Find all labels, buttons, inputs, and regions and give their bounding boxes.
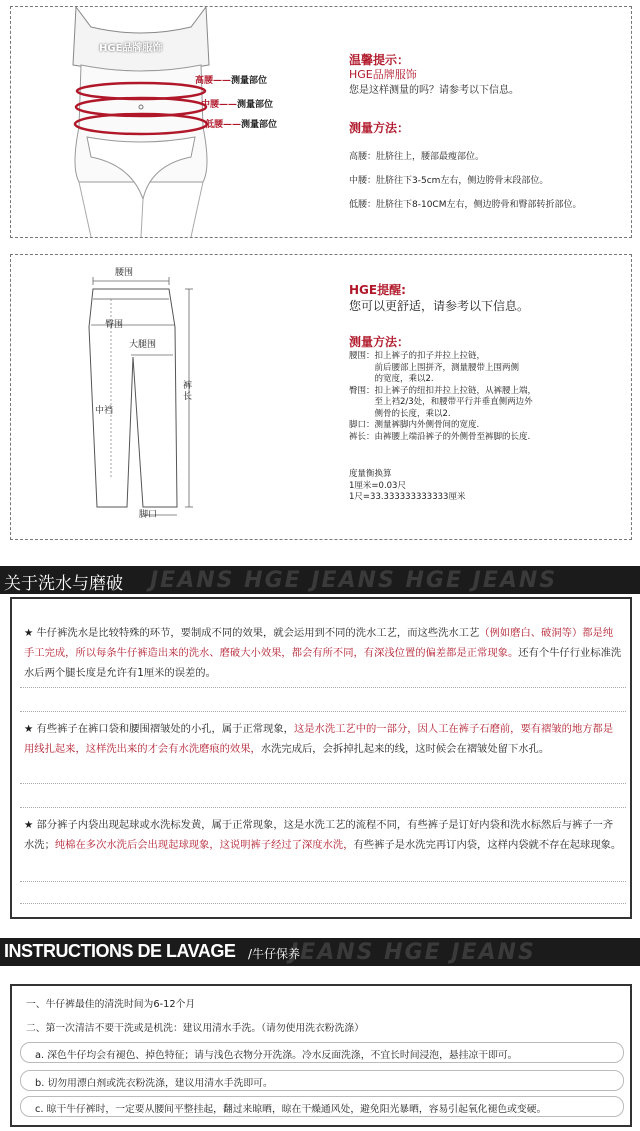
waist-label-low: 低腰——测量部位: [205, 120, 278, 130]
pants-method-title: 测量方法：: [349, 335, 410, 349]
diagram-label-length: 裤长: [183, 381, 193, 402]
care-banner-title-cn: /牛仔保养: [248, 947, 301, 961]
care-sub-a: a. 深色牛仔均会有褪色、掉色特征；请与浅色衣物分开洗涤。冷水反面洗涤，不宜长时间浸泡，悬挂凉干即可。: [20, 1042, 624, 1063]
wash-paragraph-3: ★ 部分裤子内袋出现起球或水洗标发黄，属于正常现象，这是水洗工艺的流程不同，有些裤子是订好内袋和洗水标然后与裤子一齐水洗；纯棉在多次水洗后会出现起球现象，这说明裤子经过了深度水洗，有些裤子是水洗完再订内袋，这样内袋就不存在起球现象。: [24, 819, 622, 851]
tip-brand: HGE品牌服饰: [349, 68, 417, 81]
pants-method-line: 至上裆2/3处，和腰带平行并垂直侧两边外: [349, 397, 533, 407]
waist-label-mid: 中腰——测量部位: [201, 100, 274, 110]
unit-line: 1尺=33.333333333333厘米: [349, 492, 466, 502]
divider: [20, 687, 626, 688]
pants-method-line: 裤长：由裤腰上端沿裤子的外侧骨至裤脚的长度.: [349, 431, 531, 442]
divider: [20, 783, 626, 784]
star-icon: ★: [24, 627, 34, 639]
care-line-1: 一、牛仔裤最佳的清洗时间为6-12个月: [26, 999, 196, 1010]
diagram-label-hip: 臀围: [105, 320, 124, 330]
pants-method-line: 侧骨的长度，乘以2.: [349, 408, 451, 419]
banner-watermark: JEANS HGE JEANS HGE JEANS: [150, 568, 558, 593]
method-mid: 中腰：肚脐往下3-5cm左右，侧边胯骨末段部位。: [349, 176, 549, 186]
diagram-label-rise: 中裆: [95, 406, 114, 416]
waist-label-high: 高腰——测量部位: [195, 76, 268, 86]
divider: [20, 711, 626, 712]
pants-method-line: 前后腰部上围拼齐，测量腰带上围两侧: [349, 362, 520, 373]
unit-line: 1厘米=0.03尺: [349, 480, 406, 491]
wash-paragraph-1: ★ 牛仔裤洗水是比较特殊的环节，要制成不同的效果，就会运用到不同的洗水工艺，而这些洗水工艺（例如磨白、破洞等）都是纯手工完成，所以每条牛仔裤造出来的洗水、磨破大小效果，都会有所不同，有深浅位置的偏差都是正常现象。还有个牛仔行业标准洗水后两个腿长度是允许有1厘米的误差的。: [24, 627, 622, 679]
pants-measure-panel: [10, 254, 632, 540]
care-banner-title-en: INSTRUCTIONS DE LAVAGE: [4, 941, 236, 961]
method-title: 测量方法：: [349, 121, 410, 135]
waist-measure-panel: [10, 6, 632, 238]
tip-title: 温馨提示：: [349, 53, 410, 67]
banner-watermark: JEANS HGE JEANS: [290, 940, 536, 965]
wash-paragraph-2: ★ 有些裤子在裤口袋和腰围褶皱处的小孔，属于正常现象，这是水洗工艺中的一部分，因人工在裤子石磨前，要有褶皱的地方都是用线扎起来，这样洗出来的才会有水洗磨痕的效果，水洗完成后，会拆掉扎起来的线，这时候会在褶皱处留下水孔。: [24, 723, 614, 755]
method-high: 高腰：肚脐往上，腰部最瘦部位。: [349, 152, 485, 162]
diagram-label-thigh: 大腿围: [129, 340, 157, 350]
pants-method-line: 臀围：扣上裤子的纽扣并拉上拉链，从裤腰上端，: [349, 385, 537, 396]
pants-method-line: 脚口：测量裤脚内外侧骨间的宽度.: [349, 420, 480, 430]
divider: [20, 881, 626, 882]
divider: [20, 903, 626, 904]
reminder-subtitle: 您可以更舒适，请参考以下信息。: [349, 299, 530, 313]
unit-title: 度量衡换算: [349, 469, 392, 479]
star-icon: ★: [24, 723, 34, 735]
care-sub-c: c. 晾干牛仔裤时，一定要从腰间平整挂起，翻过来晾晒，晾在干燥通风处，避免阳光暴晒，容易引起氧化褪色或变硬。: [20, 1096, 624, 1117]
pants-method-line: 腰围：扣上裤子的扣子并拉上拉链，: [349, 351, 486, 361]
unit-conversion: [349, 469, 465, 504]
reminder-title: HGE提醒:: [349, 283, 406, 297]
care-sub-b: b. 切勿用漂白剂或洗衣粉洗涤，建议用清水手洗即可。: [20, 1070, 624, 1091]
wash-banner-title: 关于洗水与磨破: [4, 574, 123, 594]
tip-text: 您是这样测量的吗？请参考以下信息。: [349, 85, 519, 96]
pants-method-line: 的宽度，乘以2.: [349, 374, 434, 384]
shirt-brand-text: HGE品牌服饰: [99, 43, 163, 54]
wash-notes-box: [10, 597, 632, 919]
diagram-label-hem: 脚口: [139, 510, 158, 520]
pants-method-list: [349, 351, 629, 443]
method-low: 低腰：肚脐往下8-10CM左右，侧边胯骨和臀部转折部位。: [349, 200, 582, 210]
diagram-label-waist: 腰围: [115, 268, 134, 278]
pants-outline: [89, 289, 177, 507]
star-icon: ★: [24, 819, 34, 831]
care-instructions-box: [10, 984, 632, 1127]
care-line-2: 二、第一次清洁不要干洗或是机洗：建议用清水手洗。（请勿使用洗衣粉洗涤）: [26, 1023, 364, 1034]
divider: [20, 807, 626, 808]
care-banner: [0, 938, 640, 966]
wash-banner: [0, 566, 640, 594]
